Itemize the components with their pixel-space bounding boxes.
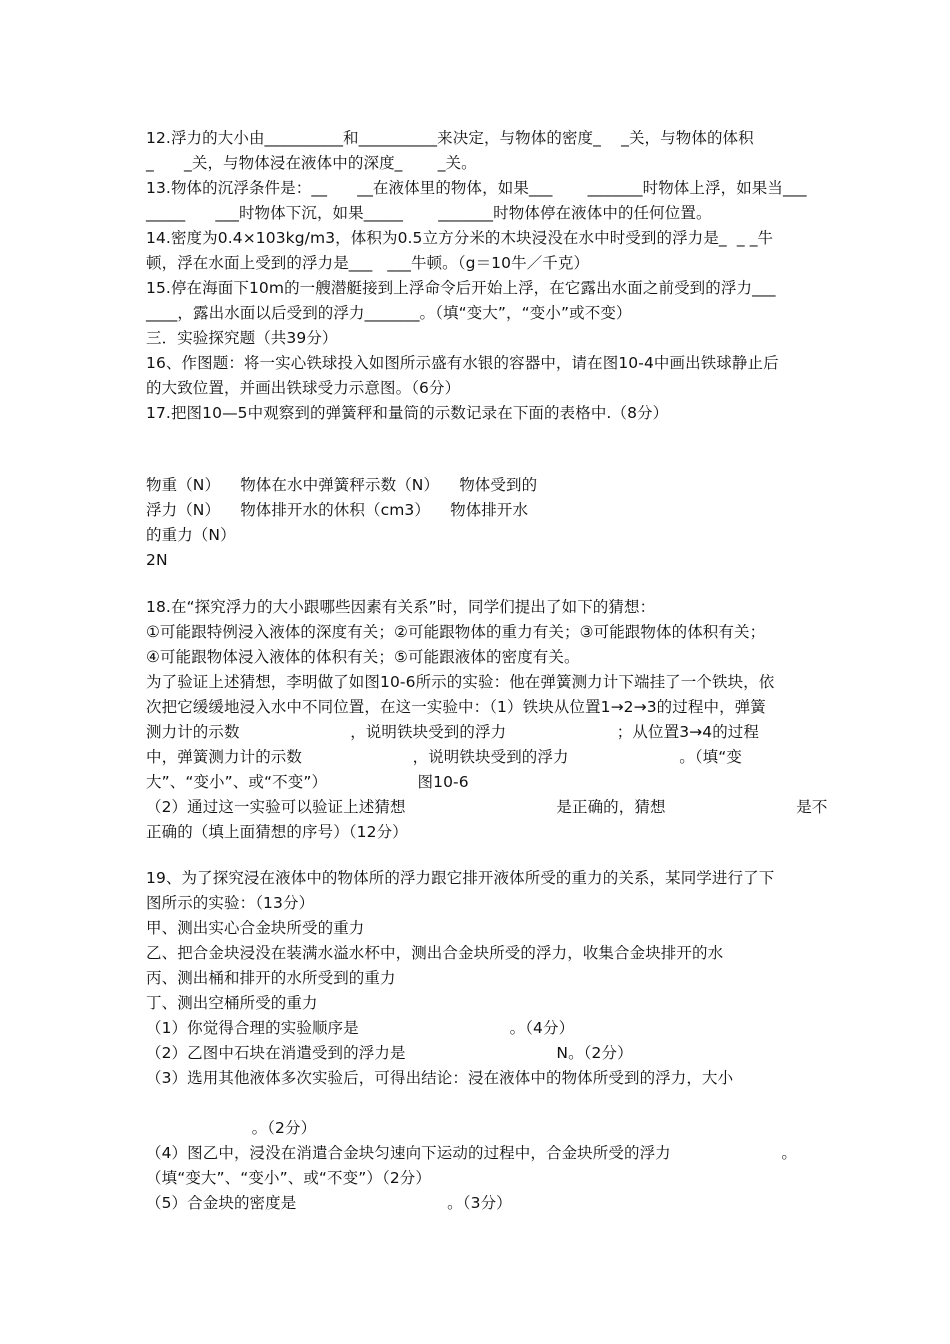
q13-line-1: 13.物体的沉浮条件是：__ __在液体里的物体，如果___ _______时物体上浮，如果当___ — [146, 179, 807, 197]
q19-sub-4: （4）图乙中，浸没在消遣合金块匀速向下运动的过程中，合金块所受的浮力 。 — [146, 1144, 797, 1162]
q19-line-2: 图所示的实验：（13分） — [146, 894, 315, 912]
q15-line-1: 15.停在海面下10m的一艘潜艇接到上浮命令后开始上浮，在它露出水面之前受到的浮力___ — [146, 279, 776, 297]
q18-line-8: 大”、“变小”、或“不变”） 图10-6 — [146, 773, 469, 791]
q12-line-2: _ _关，与物体浸在液体中的深度_ _关。 — [146, 154, 477, 172]
q15-line-2: ____，露出水面以后受到的浮力_______。（填“变大”，“变小”或不变） — [146, 304, 632, 322]
q18-line-7: 中，弹簧测力计的示数 ，说明铁块受到的浮力 。（填“变 — [146, 748, 742, 766]
q19-sub-1: （1）你觉得合理的实验顺序是 。（4分） — [146, 1019, 575, 1037]
q17-table-value: 2N — [146, 551, 168, 569]
q19-step-bing: 丙、测出桶和排开的水所受到的重力 — [146, 969, 396, 987]
q17-table-header-3: 的重力（N） — [146, 526, 236, 544]
q12-line-1: 12.浮力的大小由__________和__________来决定，与物体的密度_ _关，与物体的体积 — [146, 129, 754, 147]
q18-line-5: 次把它缓缓地浸入水中不同位置，在这一实验中：（1）铁块从位置1→2→3的过程中，弹簧 — [146, 698, 766, 716]
q19-step-jia: 甲、测出实心合金块所受的重力 — [146, 919, 365, 937]
q17-line-1: 17.把图10—5中观察到的弹簧秤和量筒的示数记录在下面的表格中.（8分） — [146, 404, 669, 422]
section-three-heading: 三．实验探究题（共39分） — [146, 329, 338, 347]
q19-sub-4-cont: （填“变大”、“变小”、或“不变”）（2分） — [146, 1169, 431, 1187]
q18-line-4: 为了验证上述猜想，李明做了如图10-6所示的实验：他在弹簧测力计下端挂了一个铁块，依 — [146, 673, 775, 691]
q18-line-9: （2）通过这一实验可以验证上述猜想 是正确的，猜想 是不 — [146, 798, 828, 816]
q17-table-header-2: 浮力（N） 物体排开水的休积（cm3） 物体排开水 — [146, 501, 529, 519]
q16-line-2: 的大致位置，并画出铁球受力示意图。（6分） — [146, 379, 461, 397]
q19-sub-5: （5）合金块的密度是 。（3分） — [146, 1194, 512, 1212]
q18-line-10: 正确的（填上面猜想的序号）（12分） — [146, 823, 408, 841]
q18-line-1: 18.在“探究浮力的大小跟哪些因素有关系”时，同学们提出了如下的猜想： — [146, 598, 656, 616]
q14-line-2: 顿，浮在水面上受到的浮力是___ ___牛顿。（g＝10牛／千克） — [146, 254, 590, 272]
q19-sub-3: （3）选用其他液体多次实验后，可得出结论：浸在液体中的物体所受到的浮力，大小 — [146, 1069, 734, 1087]
q16-line-1: 16、作图题：将一实心铁球投入如图所示盛有水银的容器中，请在图10-4中画出铁球静止后 — [146, 354, 779, 372]
q14-line-1: 14.密度为0.4×103kg/m3，体积为0.5立方分米的木块浸没在水中时受到的浮力是_ _ _牛 — [146, 229, 774, 247]
q19-line-1: 19、为了探究浸在液体中的物体所的浮力跟它排开液体所受的重力的关系，某同学进行了下 — [146, 869, 775, 887]
q19-step-yi: 乙、把合金块浸没在装满水溢水杯中，测出合金块所受的浮力，收集合金块排开的水 — [146, 944, 724, 962]
q19-step-ding: 丁、测出空桶所受的重力 — [146, 994, 318, 1012]
q17-table-header-1: 物重（N） 物体在水中弹簧秤示数（N） 物体受到的 — [146, 476, 538, 494]
q13-line-2: _____ ___时物体下沉，如果_____ _______时物体停在液体中的任何位置。 — [146, 204, 712, 222]
q18-line-2: ①可能跟特例浸入液体的深度有关；②可能跟物体的重力有关；③可能跟物体的体积有关； — [146, 623, 766, 641]
q19-sub-3-answer: 。（2分） — [146, 1119, 317, 1137]
q18-line-6: 测力计的示数 ，说明铁块受到的浮力 ；从位置3→4的过程 — [146, 723, 759, 741]
q18-line-3: ④可能跟物体浸入液体的体积有关；⑤可能跟液体的密度有关。 — [146, 648, 580, 666]
q19-sub-2: （2）乙图中石块在消遣受到的浮力是 N。（2分） — [146, 1044, 633, 1062]
